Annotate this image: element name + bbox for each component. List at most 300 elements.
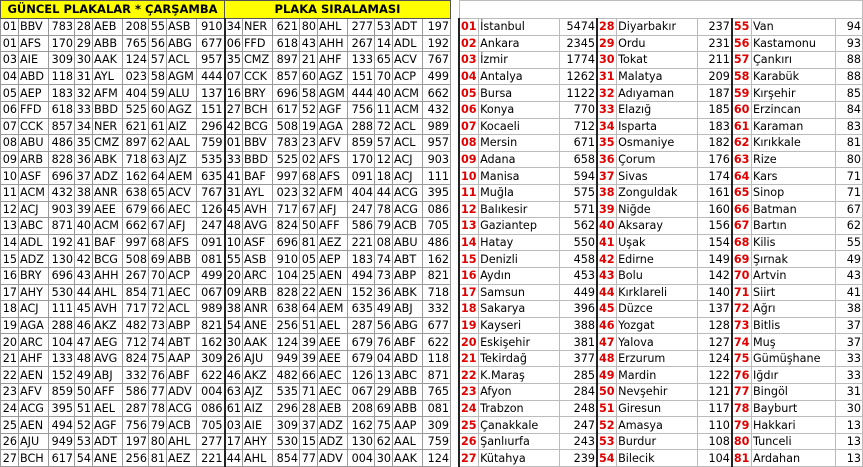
plates-row xyxy=(1,19,451,36)
plate-number: 618 xyxy=(49,101,75,118)
plate-number: 679 xyxy=(348,350,375,367)
plate-province: 73 xyxy=(375,267,393,284)
plate-letters: ARB xyxy=(243,284,273,301)
city-name: Hakkari xyxy=(751,417,835,434)
city-name: Bilecik xyxy=(617,450,698,467)
city-name: Diyarbakır xyxy=(617,19,698,36)
city-plate-code: 46 xyxy=(597,317,617,334)
plate-province: 77 xyxy=(300,450,318,467)
plates-row xyxy=(1,101,451,118)
city-count: 671 xyxy=(559,135,597,152)
plate-province: 51 xyxy=(75,400,93,417)
plate-province: 35 xyxy=(75,135,93,152)
plate-province: 49 xyxy=(75,367,93,384)
plate-number: 783 xyxy=(49,19,75,36)
plate-province: 76 xyxy=(149,367,167,384)
city-count: 94 xyxy=(836,19,863,36)
plate-letters: AAK xyxy=(243,334,273,351)
plate-number: 499 xyxy=(197,267,225,284)
plates-row xyxy=(1,184,451,201)
cities-row xyxy=(459,450,863,467)
plate-number: 197 xyxy=(123,433,149,450)
plate-number: 530 xyxy=(49,284,75,301)
plate-province: 70 xyxy=(375,68,393,85)
plate-province: 16 xyxy=(1,267,19,284)
plate-number: 124 xyxy=(423,450,451,467)
plate-letters: ABF xyxy=(393,334,423,351)
plates-row xyxy=(1,450,451,467)
city-plate-code: 51 xyxy=(597,400,617,417)
plate-province: 41 xyxy=(75,234,93,251)
city-plate-code: 64 xyxy=(732,168,752,185)
plate-letters: ACV xyxy=(167,184,197,201)
plate-letters: AHF xyxy=(318,52,348,69)
plates-row xyxy=(1,251,451,268)
city-plate-code: 54 xyxy=(597,450,617,467)
plate-letters: ACL xyxy=(167,52,197,69)
plate-letters: AEG xyxy=(93,334,123,351)
plate-number: 151 xyxy=(197,101,225,118)
plate-number: 535 xyxy=(273,384,300,401)
city-plate-code: 56 xyxy=(732,35,752,52)
plate-number: 170 xyxy=(348,151,375,168)
plate-number: 622 xyxy=(197,367,225,384)
plate-province: 41 xyxy=(225,168,243,185)
plate-province: 13 xyxy=(1,218,19,235)
plates-row xyxy=(1,234,451,251)
plate-number: 133 xyxy=(348,52,375,69)
plate-number: 903 xyxy=(423,151,451,168)
city-plate-code: 78 xyxy=(732,400,752,417)
plate-number: 162 xyxy=(197,334,225,351)
city-plate-code: 15 xyxy=(459,251,479,268)
plate-letters: AAL xyxy=(167,135,197,152)
plate-province: 33 xyxy=(225,151,243,168)
plate-province: 35 xyxy=(225,52,243,69)
plate-number: 162 xyxy=(348,417,375,434)
plate-letters: BBD xyxy=(93,101,123,118)
plate-letters: ACG xyxy=(19,400,49,417)
plate-province: 17 xyxy=(1,284,19,301)
cities-row xyxy=(459,334,863,351)
plate-province: 60 xyxy=(300,68,318,85)
city-count: 185 xyxy=(698,101,732,118)
city-count: 388 xyxy=(559,317,597,334)
plate-letters: AEC xyxy=(167,284,197,301)
city-name: Edirne xyxy=(617,251,698,268)
plate-province: 81 xyxy=(149,450,167,467)
city-count: 128 xyxy=(698,317,732,334)
city-plate-code: 02 xyxy=(459,35,479,52)
plate-province: 09 xyxy=(225,284,243,301)
city-name: Kocaeli xyxy=(479,118,560,135)
plate-province: 26 xyxy=(225,350,243,367)
city-count: 2345 xyxy=(559,35,597,52)
plate-letters: BRY xyxy=(243,85,273,102)
city-plate-code: 76 xyxy=(732,367,752,384)
city-count: 458 xyxy=(559,251,597,268)
city-count: 187 xyxy=(698,85,732,102)
plate-letters: ABD xyxy=(19,68,49,85)
plate-province: 22 xyxy=(300,284,318,301)
city-name: Erzincan xyxy=(751,101,835,118)
plate-letters: AIZ xyxy=(243,400,273,417)
plate-province: 81 xyxy=(300,234,318,251)
city-count: 67 xyxy=(836,201,863,218)
plate-province: 28 xyxy=(300,400,318,417)
plate-letters: ACJ xyxy=(393,151,423,168)
city-count: 80 xyxy=(836,151,863,168)
plate-number: 635 xyxy=(197,168,225,185)
city-name: Çorum xyxy=(617,151,698,168)
plate-letters: AFM xyxy=(318,184,348,201)
plate-letters: BBV xyxy=(243,135,273,152)
plate-number: 903 xyxy=(49,201,75,218)
plate-province: 22 xyxy=(1,367,19,384)
plate-letters: ACL xyxy=(393,135,423,152)
plate-letters: AGZ xyxy=(167,101,197,118)
city-name: Denizli xyxy=(479,251,560,268)
city-count: 550 xyxy=(559,234,597,251)
city-name: K.Maraş xyxy=(479,367,560,384)
plate-province: 65 xyxy=(149,184,167,201)
plate-letters: ABT xyxy=(167,334,197,351)
plate-province: 63 xyxy=(225,384,243,401)
plate-letters: ABP xyxy=(393,267,423,284)
city-plate-code: 30 xyxy=(597,52,617,69)
plate-number: 824 xyxy=(273,218,300,235)
plate-number: 997 xyxy=(123,234,149,251)
city-count: 176 xyxy=(698,151,732,168)
city-name: Kırklareli xyxy=(617,284,698,301)
city-plate-code: 59 xyxy=(732,85,752,102)
cities-row xyxy=(459,101,863,118)
city-name: İstanbul xyxy=(479,19,560,36)
city-name: Şırnak xyxy=(751,251,835,268)
city-plate-code: 04 xyxy=(459,68,479,85)
city-name: Ardahan xyxy=(751,450,835,467)
plate-province: 78 xyxy=(375,201,393,218)
plate-number: 910 xyxy=(197,19,225,36)
plate-province: 40 xyxy=(75,218,93,235)
cities-row xyxy=(459,267,863,284)
plate-letters: CMZ xyxy=(243,52,273,69)
plate-province: 69 xyxy=(149,251,167,268)
plate-letters: ABD xyxy=(393,350,423,367)
plate-number: 679 xyxy=(348,334,375,351)
plate-letters: AFF xyxy=(93,384,123,401)
plate-province: 08 xyxy=(375,234,393,251)
city-name: Manisa xyxy=(479,168,560,185)
plate-number: 499 xyxy=(423,68,451,85)
plate-number: 828 xyxy=(49,151,75,168)
plate-number: 821 xyxy=(423,267,451,284)
plate-number: 857 xyxy=(49,118,75,135)
city-count: 770 xyxy=(559,101,597,118)
plate-letters: AEE xyxy=(318,350,348,367)
plate-letters: AAK xyxy=(93,52,123,69)
city-plate-code: 75 xyxy=(732,350,752,367)
plate-letters: AIE xyxy=(243,417,273,434)
plate-number: 535 xyxy=(197,151,225,168)
plate-province: 45 xyxy=(225,201,243,218)
plate-letters: AFS xyxy=(19,35,49,52)
plate-number: 957 xyxy=(197,52,225,69)
plate-letters: AEB xyxy=(318,400,348,417)
plate-letters: ABG xyxy=(393,317,423,334)
city-plate-code: 52 xyxy=(597,417,617,434)
plate-number: 118 xyxy=(49,68,75,85)
plate-letters: AEL xyxy=(318,317,348,334)
plate-province: 58 xyxy=(149,68,167,85)
plate-letters: ARC xyxy=(19,334,49,351)
city-name: Bartın xyxy=(751,218,835,235)
city-count: 81 xyxy=(836,135,863,152)
plate-province: 01 xyxy=(225,135,243,152)
city-name: Hatay xyxy=(479,234,560,251)
city-count: 110 xyxy=(698,417,732,434)
plate-number: 124 xyxy=(273,334,300,351)
cities-row xyxy=(459,168,863,185)
plate-letters: AFJ xyxy=(167,218,197,235)
plate-number: 530 xyxy=(273,433,300,450)
city-name: Samsun xyxy=(479,284,560,301)
city-name: Mardin xyxy=(617,367,698,384)
city-name: Isparta xyxy=(617,118,698,135)
city-name: Tunceli xyxy=(751,433,835,450)
plate-province: 19 xyxy=(300,118,318,135)
city-name: Burdur xyxy=(617,433,698,450)
plate-number: 525 xyxy=(123,101,149,118)
plate-number: 696 xyxy=(273,234,300,251)
plate-letters: ABB xyxy=(93,35,123,52)
city-name: Nevşehir xyxy=(617,384,698,401)
city-plate-code: 31 xyxy=(597,68,617,85)
plate-number: 677 xyxy=(197,35,225,52)
city-name: Aksaray xyxy=(617,218,698,235)
city-name: Trabzon xyxy=(479,400,560,417)
plate-number: 756 xyxy=(348,101,375,118)
plate-number: 486 xyxy=(423,234,451,251)
plate-number: 508 xyxy=(123,251,149,268)
city-plate-code: 58 xyxy=(732,68,752,85)
plate-province: 40 xyxy=(375,85,393,102)
plate-letters: ACP xyxy=(393,68,423,85)
plate-province: 45 xyxy=(75,301,93,318)
cities-block xyxy=(458,0,863,467)
city-plate-code: 70 xyxy=(732,267,752,284)
plate-letters: ABU xyxy=(393,234,423,251)
city-plate-code: 44 xyxy=(597,284,617,301)
city-name: Kilis xyxy=(751,234,835,251)
plate-province: 62 xyxy=(375,433,393,450)
city-count: 243 xyxy=(559,433,597,450)
plate-province: 80 xyxy=(300,19,318,36)
plate-province: 28 xyxy=(75,19,93,36)
city-plate-code: 10 xyxy=(459,168,479,185)
plates-row xyxy=(1,35,451,52)
cities-row xyxy=(459,118,863,135)
plate-province: 37 xyxy=(300,417,318,434)
plate-letters: AFV xyxy=(19,384,49,401)
plate-letters: ACG xyxy=(393,184,423,201)
plates-row xyxy=(1,168,451,185)
plate-province: 09 xyxy=(1,151,19,168)
city-name: Bayburt xyxy=(751,400,835,417)
plate-province: 56 xyxy=(375,317,393,334)
plate-letters: AIZ xyxy=(167,118,197,135)
plate-letters: AJU xyxy=(19,433,49,450)
plate-number: 622 xyxy=(423,334,451,351)
city-name: Siirt xyxy=(751,284,835,301)
city-name: Sakarya xyxy=(479,301,560,318)
plate-number: 662 xyxy=(423,85,451,102)
plate-number: 404 xyxy=(348,184,375,201)
plate-letters: AEE xyxy=(318,334,348,351)
plate-number: 696 xyxy=(49,267,75,284)
plate-number: 133 xyxy=(49,350,75,367)
plate-number: 004 xyxy=(197,384,225,401)
city-count: 381 xyxy=(559,334,597,351)
plate-number: 712 xyxy=(123,334,149,351)
plate-number: 332 xyxy=(123,367,149,384)
plate-number: 765 xyxy=(423,384,451,401)
plate-letters: AHL xyxy=(243,450,273,467)
cities-header-blank xyxy=(459,1,863,19)
plate-province: 37 xyxy=(75,168,93,185)
plate-number: 989 xyxy=(197,301,225,318)
plate-letters: ABK xyxy=(93,151,123,168)
city-plate-code: 03 xyxy=(459,52,479,69)
plate-province: 52 xyxy=(300,101,318,118)
city-count: 248 xyxy=(559,400,597,417)
plate-number: 247 xyxy=(197,218,225,235)
plate-province: 12 xyxy=(375,151,393,168)
plate-province: 68 xyxy=(300,168,318,185)
plate-number: 126 xyxy=(348,367,375,384)
plate-letters: ARC xyxy=(243,267,273,284)
city-count: 575 xyxy=(559,184,597,201)
city-plate-code: 28 xyxy=(597,19,617,36)
city-name: Adana xyxy=(479,151,560,168)
cities-row xyxy=(459,317,863,334)
plate-number: 091 xyxy=(348,168,375,185)
plate-number: 482 xyxy=(123,317,149,334)
plate-number: 997 xyxy=(273,168,300,185)
plate-letters: ACM xyxy=(393,85,423,102)
plate-number: 067 xyxy=(348,384,375,401)
plate-letters: AGM xyxy=(167,68,197,85)
city-count: 83 xyxy=(836,118,863,135)
city-plate-code: 16 xyxy=(459,267,479,284)
plate-letters: ACJ xyxy=(393,168,423,185)
city-name: Giresun xyxy=(617,400,698,417)
plates-row xyxy=(1,218,451,235)
plate-letters: ABJ xyxy=(393,301,423,318)
plate-number: 621 xyxy=(123,118,149,135)
plate-letters: ANE xyxy=(243,317,273,334)
plate-province: 68 xyxy=(149,234,167,251)
plate-letters: AGA xyxy=(318,118,348,135)
plate-number: 635 xyxy=(348,301,375,318)
city-name: Ordu xyxy=(617,35,698,52)
plate-province: 75 xyxy=(375,417,393,434)
plates-row xyxy=(1,85,451,102)
plate-province: 54 xyxy=(225,317,243,334)
plate-province: 61 xyxy=(225,400,243,417)
plate-number: 957 xyxy=(423,135,451,152)
plate-province: 44 xyxy=(375,184,393,201)
plate-number: 432 xyxy=(423,101,451,118)
plate-letters: AGZ xyxy=(318,68,348,85)
plate-province: 78 xyxy=(149,400,167,417)
plate-letters: ACB xyxy=(393,218,423,235)
plate-province: 71 xyxy=(300,384,318,401)
city-plate-code: 77 xyxy=(732,384,752,401)
city-count: 62 xyxy=(836,218,863,235)
city-count: 71 xyxy=(836,184,863,201)
plate-letters: FFD xyxy=(243,35,273,52)
plate-number: 617 xyxy=(49,450,75,467)
plate-number: 395 xyxy=(49,400,75,417)
city-name: Uşak xyxy=(617,234,698,251)
plate-province: 02 xyxy=(300,151,318,168)
plate-letters: AVG xyxy=(243,218,273,235)
plate-province: 27 xyxy=(1,450,19,467)
plate-province: 32 xyxy=(300,184,318,201)
plate-number: 287 xyxy=(123,400,149,417)
plate-province: 48 xyxy=(75,350,93,367)
plate-letters: AEP xyxy=(318,251,348,268)
plate-number: 617 xyxy=(273,101,300,118)
plate-letters: AYL xyxy=(93,68,123,85)
plate-number: 854 xyxy=(123,284,149,301)
city-name: Bitlis xyxy=(751,317,835,334)
city-count: 1122 xyxy=(559,85,597,102)
city-count: 117 xyxy=(698,400,732,417)
city-count: 13 xyxy=(836,450,863,467)
plate-province: 64 xyxy=(149,168,167,185)
plate-letters: BAF xyxy=(93,234,123,251)
plate-number: 104 xyxy=(273,267,300,284)
city-count: 88 xyxy=(836,68,863,85)
plate-number: 638 xyxy=(273,301,300,318)
city-name: Iğdır xyxy=(751,367,835,384)
plate-province: 05 xyxy=(1,85,19,102)
city-name: Osmaniye xyxy=(617,135,698,152)
plate-letters: ASB xyxy=(167,19,197,36)
plate-province: 24 xyxy=(1,400,19,417)
city-name: Muş xyxy=(751,334,835,351)
plate-number: 152 xyxy=(348,284,375,301)
plate-province: 74 xyxy=(375,251,393,268)
city-plate-code: 80 xyxy=(732,433,752,450)
city-plate-code: 72 xyxy=(732,301,752,318)
city-count: 13 xyxy=(836,417,863,434)
plate-letters: ARB xyxy=(19,151,49,168)
city-plate-code: 73 xyxy=(732,317,752,334)
plate-letters: NER xyxy=(243,19,273,36)
plate-number: 638 xyxy=(123,184,149,201)
city-count: 571 xyxy=(559,201,597,218)
plate-province: 58 xyxy=(300,85,318,102)
plate-province: 18 xyxy=(375,168,393,185)
city-count: 71 xyxy=(836,168,863,185)
plate-number: 296 xyxy=(197,118,225,135)
city-count: 211 xyxy=(698,52,732,69)
plate-number: 525 xyxy=(273,151,300,168)
plate-province: 15 xyxy=(1,251,19,268)
